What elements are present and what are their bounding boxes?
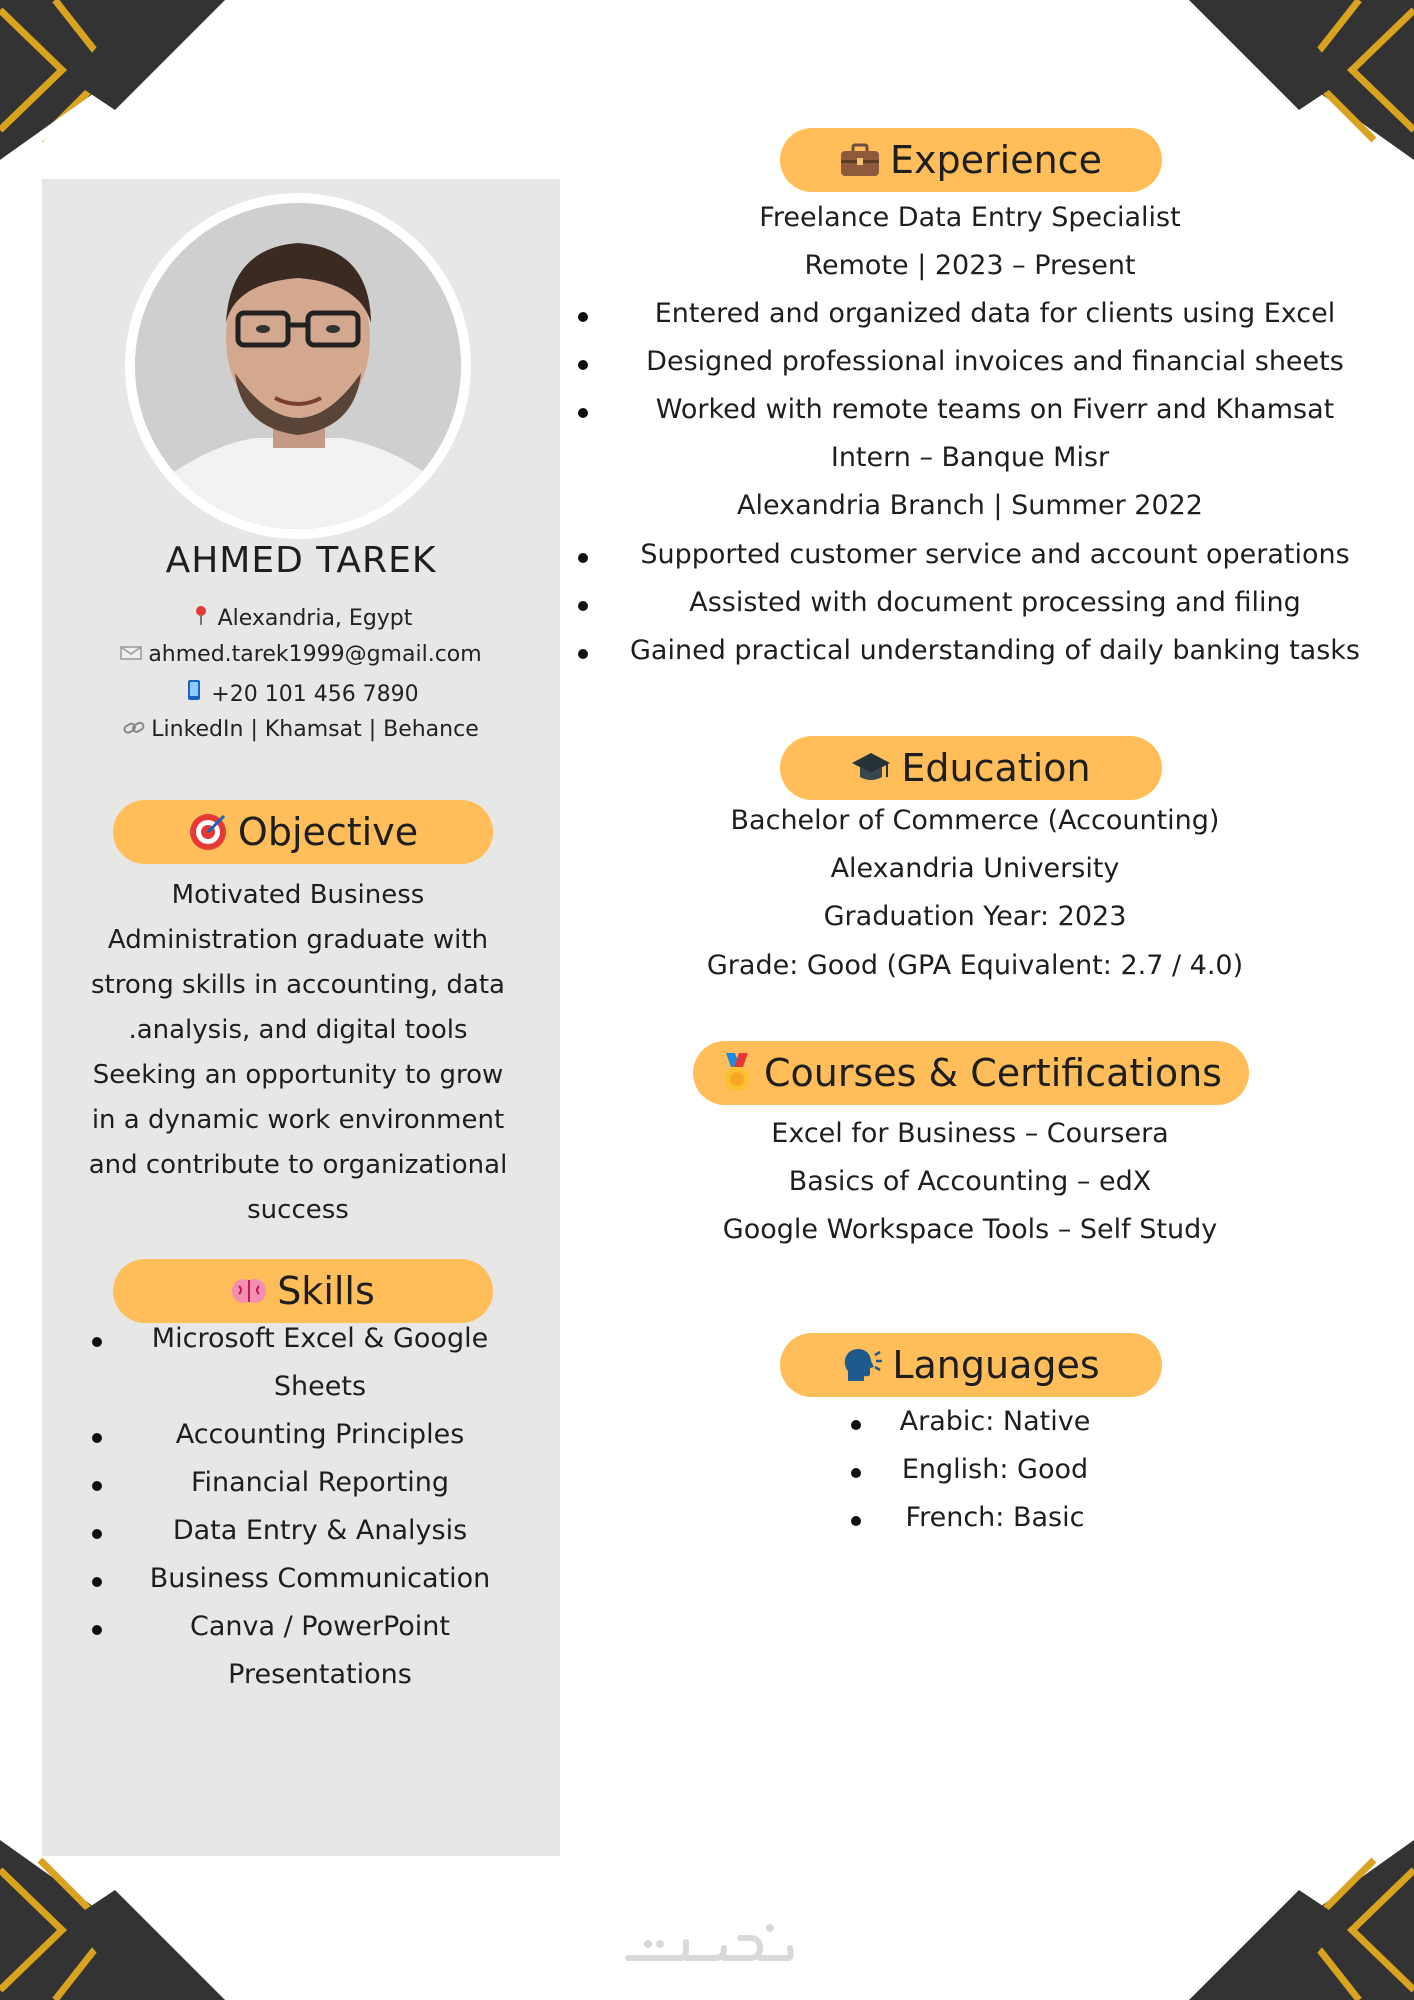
- job-bullet: Assisted with document processing and filing: [689, 587, 1301, 618]
- bullet-dot: [92, 1337, 102, 1347]
- objective-line: and contribute to organizational: [88, 1150, 508, 1180]
- bullet-dot: [578, 408, 588, 418]
- education-header: [780, 736, 1162, 800]
- languages-title: Languages: [892, 1343, 1100, 1387]
- bullet-dot: [92, 1625, 102, 1635]
- job-bullet: Worked with remote teams on Fiverr and Khamsat: [655, 394, 1335, 425]
- envelope-icon: [120, 645, 142, 666]
- link-icon: [123, 720, 145, 741]
- bullet-dot: [578, 601, 588, 611]
- corner-ornament-bottom-right: [1174, 1760, 1414, 2000]
- language-item: Arabic: Native: [899, 1406, 1091, 1437]
- links-text[interactable]: LinkedIn | Khamsat | Behance: [151, 717, 479, 742]
- skill-item: Accounting Principles: [175, 1419, 465, 1450]
- skill-item-continued: Sheets: [273, 1371, 367, 1402]
- education-line: Bachelor of Commerce (Accounting): [730, 805, 1220, 836]
- courses-title: Courses & Certifications: [764, 1051, 1222, 1095]
- experience-header: [780, 128, 1162, 192]
- education-line: Alexandria University: [830, 853, 1120, 884]
- language-item: English: Good: [901, 1454, 1089, 1485]
- objective-line: in a dynamic work environment: [91, 1105, 505, 1135]
- objective-text: [62, 873, 534, 1233]
- pin-icon: [190, 605, 212, 630]
- skill-item: Business Communication: [149, 1563, 491, 1594]
- graduation-cap-icon: [851, 751, 891, 785]
- job-bullet: Entered and organized data for clients using Excel: [654, 298, 1336, 329]
- education-line: Grade: Good (GPA Equivalent: 2.7 / 4.0): [706, 950, 1244, 981]
- bullet-dot: [851, 1468, 861, 1478]
- language-item: French: Basic: [905, 1502, 1085, 1533]
- skill-item: Canva / PowerPoint: [190, 1611, 450, 1642]
- job-bullet: Designed professional invoices and financial sheets: [646, 346, 1344, 377]
- contact-phone: [42, 679, 560, 707]
- brain-icon: [231, 1276, 267, 1306]
- bullet-dot: [578, 360, 588, 370]
- job-bullet: Supported customer service and account operations: [640, 539, 1350, 570]
- bullet-dot: [92, 1529, 102, 1539]
- contact-links: [42, 717, 560, 742]
- job-role: Intern – Banque Misr: [830, 442, 1110, 473]
- objective-line: .analysis, and digital tools: [128, 1015, 468, 1045]
- khamsat-watermark-logo: [620, 1918, 794, 1968]
- medal-icon: [720, 1053, 754, 1093]
- contact-location: [42, 605, 560, 631]
- bullet-dot: [578, 553, 588, 563]
- job-meta: Remote | 2023 – Present: [804, 250, 1136, 281]
- bullet-dot: [578, 312, 588, 322]
- email-link[interactable]: ahmed.tarek1999@gmail.com: [148, 642, 482, 667]
- objective-header: [113, 800, 493, 864]
- objective-line: Seeking an opportunity to grow: [92, 1060, 504, 1090]
- languages-header: [780, 1333, 1162, 1397]
- course-line: Google Workspace Tools – Self Study: [722, 1214, 1218, 1245]
- bullet-dot: [851, 1516, 861, 1526]
- job-bullet: Gained practical understanding of daily banking tasks: [630, 635, 1360, 666]
- course-line: Excel for Business – Coursera: [771, 1118, 1169, 1149]
- bullet-dot: [92, 1577, 102, 1587]
- skills-header: [113, 1259, 493, 1323]
- mobile-phone-icon: [183, 679, 205, 706]
- target-icon: [188, 812, 228, 852]
- experience-title: Experience: [890, 138, 1102, 182]
- bullet-dot: [851, 1420, 861, 1430]
- objective-line: Motivated Business: [171, 880, 425, 910]
- bullet-dot: [92, 1433, 102, 1443]
- job-meta: Alexandria Branch | Summer 2022: [737, 490, 1203, 521]
- objective-line: success: [247, 1195, 349, 1225]
- education-line: Graduation Year: 2023: [823, 901, 1127, 932]
- skill-item: Microsoft Excel & Google: [151, 1323, 489, 1354]
- profile-photo: [125, 193, 471, 539]
- objective-title: Objective: [237, 810, 419, 854]
- courses-header: [693, 1041, 1249, 1105]
- bullet-dot: [92, 1481, 102, 1491]
- skills-title: Skills: [277, 1269, 375, 1313]
- skill-item-continued: Presentations: [228, 1659, 412, 1690]
- objective-line: Administration graduate with: [107, 925, 489, 955]
- contact-email: [42, 642, 560, 667]
- objective-line: strong skills in accounting, data: [91, 970, 505, 1000]
- skill-item: Financial Reporting: [190, 1467, 450, 1498]
- profile-name: AHMED TAREK: [165, 540, 437, 581]
- location-text: Alexandria, Egypt: [217, 606, 413, 631]
- education-title: Education: [901, 746, 1091, 790]
- bullet-dot: [578, 649, 588, 659]
- phone-text: +20 101 456 7890: [211, 682, 419, 707]
- job-role: Freelance Data Entry Specialist: [759, 202, 1181, 233]
- briefcase-icon: [840, 143, 880, 177]
- skill-item: Data Entry & Analysis: [172, 1515, 468, 1546]
- speaking-head-icon: [842, 1347, 882, 1383]
- course-line: Basics of Accounting – edX: [788, 1166, 1152, 1197]
